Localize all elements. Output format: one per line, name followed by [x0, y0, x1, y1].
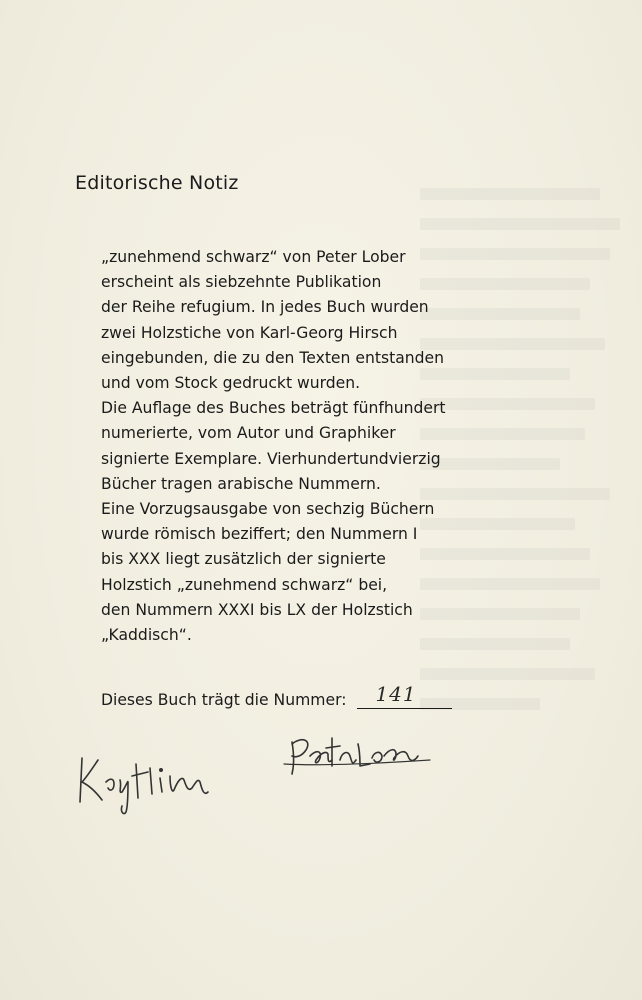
colophon-text: [101, 245, 521, 648]
text-line: numerierte, vom Autor und Graphiker: [101, 424, 396, 443]
text-line: Bücher tragen arabische Nummern.: [101, 474, 381, 493]
copy-number-label: Dieses Buch trägt die Nummer:: [101, 691, 347, 709]
signature-lober: [284, 738, 430, 774]
text-line: Eine Vorzugsausgabe von sechzig Büchern: [101, 500, 435, 519]
copy-number-line: [101, 682, 452, 709]
text-line: wurde römisch beziffert; den Nummern I: [101, 525, 418, 544]
text-line: der Reihe refugium. In jedes Buch wurden: [101, 298, 429, 317]
signatures: [70, 720, 470, 830]
text-line: Die Auflage des Buches beträgt fünfhundert: [101, 399, 446, 418]
text-line: signierte Exemplare. Vierhundertundvierzig: [101, 449, 441, 468]
text-line: Holzstich „zunehmend schwarz“ bei,: [101, 575, 388, 594]
text-line: den Nummern XXXI bis LX der Holzstich: [101, 600, 413, 619]
copy-number-value: 141: [375, 682, 417, 706]
copy-number-field: [357, 682, 452, 709]
text-line: und vom Stock gedruckt wurden.: [101, 374, 361, 393]
text-line: bis XXX liegt zusätzlich der signierte: [101, 550, 386, 569]
text-line: „Kaddisch“.: [101, 626, 192, 645]
page-title: Editorische Notiz: [75, 172, 239, 194]
text-line: erscheint als siebzehnte Publikation: [101, 273, 382, 292]
text-line: zwei Holzstiche von Karl-Georg Hirsch: [101, 323, 398, 342]
signature-hirsch: [80, 758, 208, 814]
text-line: „zunehmend schwarz“ von Peter Lober: [101, 248, 406, 266]
text-line: eingebunden, die zu den Texten entstanden: [101, 348, 445, 367]
